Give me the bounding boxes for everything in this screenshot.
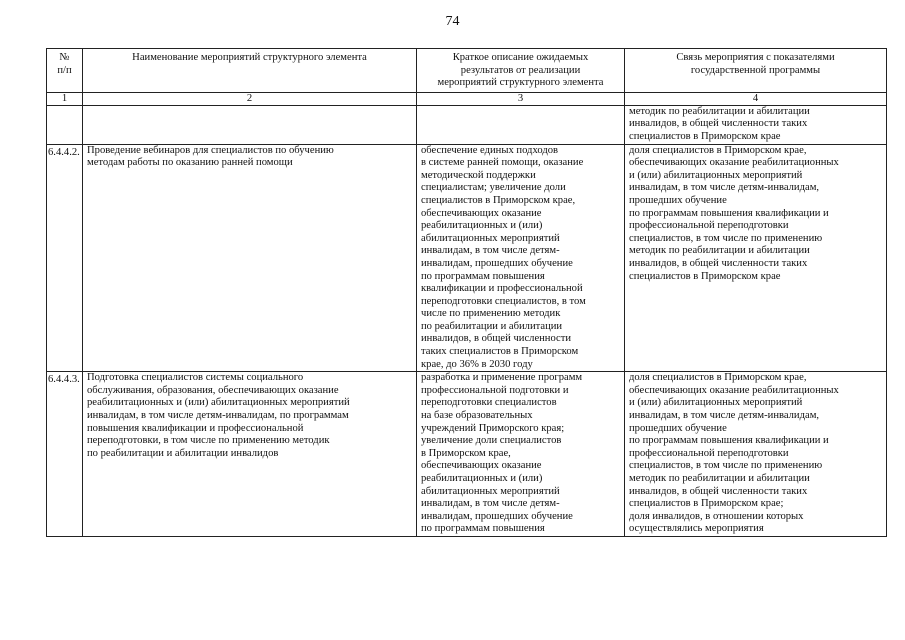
measure-name: Проведение вебинаров для специалистов по обучению методам работы по оказанию ранней помощи [83,144,417,372]
header-program-link: Связь мероприятия с показателями государственной программы [625,49,887,93]
expected-results: разработка и применение программ профессиональной подготовки и переподготовки специалистов на базе образовательных учреждений Приморского края; увеличение доли специалистов в Приморском крае, обеспечивающих оказание реабилитационных и (или) абилитационных мероприятий инвалидам, в том числе детям- инвалидам, прошедших обучение по программам повышения [417,372,625,537]
header-number: № п/п [47,49,83,93]
page-number: 74 [445,14,460,29]
table-cell [417,105,625,144]
header-row [47,49,887,93]
table-cell [83,105,417,144]
program-link: доля специалистов в Приморском крае, обеспечивающих оказание реабилитационных и (или) абилитационных мероприятий инвалидам, в том числе детям-инвалидам, прошедших обучение по программам повышения квалификации и профессиональной переподготовки специалистов, в том числе по применению методик по реабилитации и абилитации инвалидов, в общей численности таких специалистов в Приморском крае; доля инвалидов, в отношении которых осуществлялись мероприятия [625,372,887,537]
row-number: 6.4.4.3. [47,372,83,537]
header-expected-results: Краткое описание ожидаемых результатов от реализации мероприятий структурного элемента [417,49,625,93]
column-number: 3 [417,92,625,105]
expected-results: обеспечение единых подходов в системе ранней помощи, оказание методической поддержки специалистам; увеличение доли специалистов в Приморском крае, обеспечивающих оказание реабилитационных и (или) абилитационных мероприятий инвалидам, в том числе детям- инвалидам, прошедших обучение по программам повышения квалификации и профессиональной переподготовки специалистов, в том числе по применению методик по реабилитации и абилитации инвалидов, в общей численности таких специалистов в Приморском крае, до 36% в 2030 году [417,144,625,372]
table-row [47,372,887,537]
column-number: 4 [625,92,887,105]
column-number-row [47,92,887,105]
measures-table [46,48,887,537]
column-number: 1 [47,92,83,105]
continuation-text: методик по реабилитации и абилитации инвалидов, в общей численности таких специалистов в Приморском крае [625,105,887,144]
row-number: 6.4.4.2. [47,144,83,372]
continuation-row [47,105,887,144]
table-row [47,144,887,372]
program-link: доля специалистов в Приморском крае, обеспечивающих оказание реабилитационных и (или) абилитационных мероприятий инвалидам, в том числе детям-инвалидам, прошедших обучение по программам повышения квалификации и профессиональной переподготовки специалистов, в том числе по применению методик по реабилитации и абилитации инвалидов, в общей численности таких специалистов в Приморском крае [625,144,887,372]
measure-name: Подготовка специалистов системы социального обслуживания, образования, обеспечивающих оказание реабилитационных и (или) абилитационных мероприятий инвалидам, в том числе детям-инвалидам, по программам повышения квалификации и профессиональной переподготовки, в том числе по применению методик по реабилитации и абилитации инвалидов [83,372,417,537]
table-cell [47,105,83,144]
header-measure-name: Наименование мероприятий структурного элемента [83,49,417,93]
column-number: 2 [83,92,417,105]
